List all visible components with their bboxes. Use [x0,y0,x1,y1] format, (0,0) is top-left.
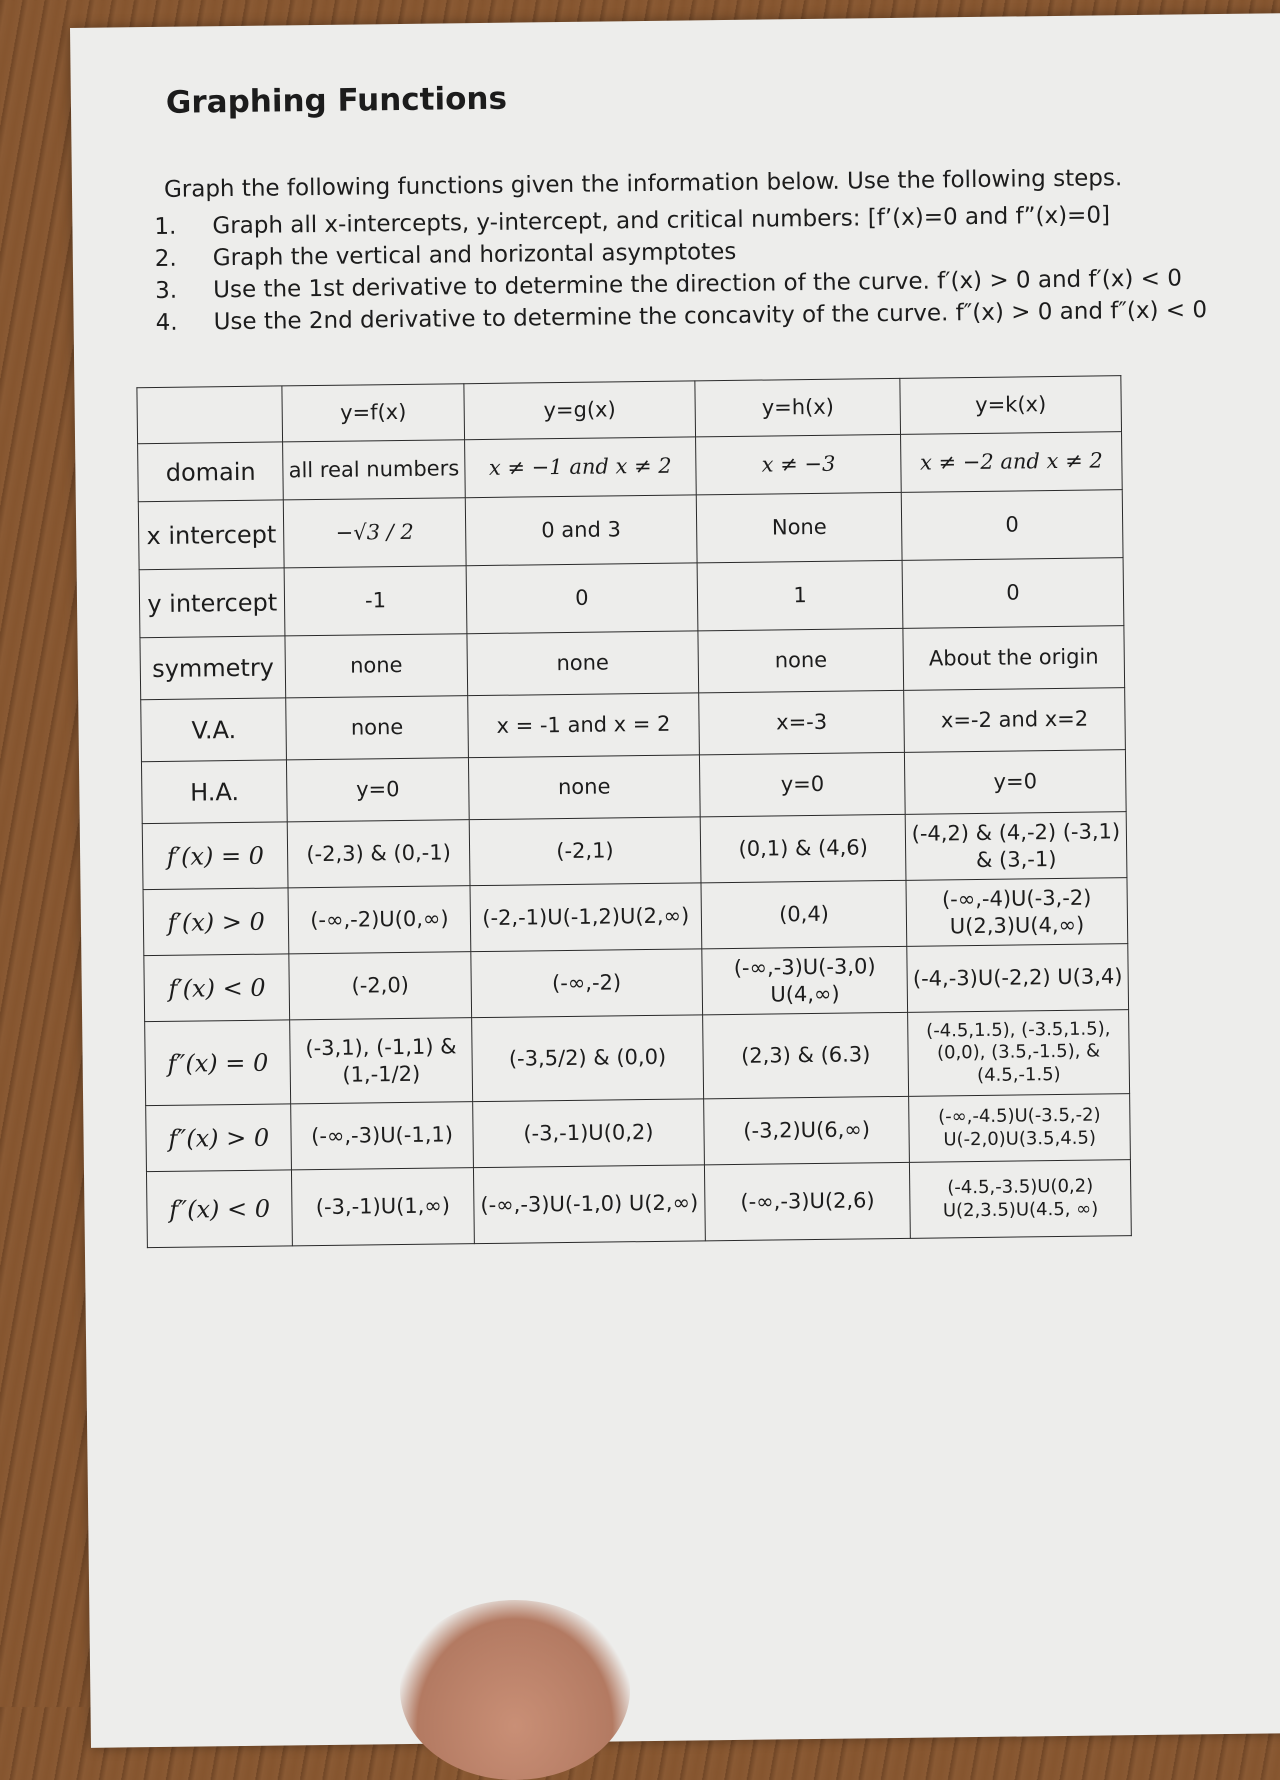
table-row [145,1010,1130,1106]
table-cell: (-3,-1)U(0,2) [472,1099,705,1168]
table-cell: y=0 [287,758,469,822]
table-cell: (-3,2)U(6,∞) [704,1096,910,1164]
table-cell: −√3 / 2 [284,498,466,568]
table-cell: (-4,-3)U(-2,2) U(3,4) [907,944,1129,1013]
table-cell: (-4.5,1.5), (-3.5,1.5), (0,0), (3.5,-1.5), & (4.5,-1.5) [908,1010,1130,1097]
step-text: Graph the vertical and horizontal asymptotes [212,238,737,272]
table-cell: x ≠ −1 and x ≠ 2 [464,437,696,498]
step-text: Use the 2nd derivative to determine the concavity of the curve. f″(x) > 0 and f″(x) < 0 [213,297,1208,336]
table-cell: (-2,-1)U(-1,2)U(2,∞) [470,883,703,952]
step-text: Graph all x-intercepts, y-intercept, and critical numbers: [f’(x)=0 and f”(x)=0] [212,202,1111,240]
row-label: y intercept [139,568,285,638]
table-cell: (-2,3) & (0,-1) [288,820,470,888]
table-cell: y=0 [904,750,1126,815]
table-row [138,490,1123,570]
table-cell: none [286,696,468,760]
row-label: f′(x) = 0 [142,822,288,890]
table-cell: x=-3 [699,690,905,754]
row-label: f′(x) > 0 [143,888,289,956]
table-cell: none [468,755,700,820]
table-cell: x ≠ −3 [696,434,901,494]
header-cell-f: y=f(x) [282,384,464,442]
table-row [143,878,1128,956]
step-text: Use the 1st derivative to determine the direction of the curve. f′(x) > 0 and f′(x) < 0 [213,265,1183,304]
table-cell: 1 [697,560,903,630]
row-label: V.A. [141,698,287,762]
table-cell: none [466,631,698,696]
table-cell: y=0 [700,752,906,816]
row-label: domain [138,442,284,502]
function-info-table [136,375,1131,1248]
table-row [142,812,1127,890]
table-cell: -1 [285,566,467,636]
page-title: Graphing Functions [165,80,508,121]
table-cell: (-∞,-2) [470,949,703,1018]
row-label: H.A. [141,760,287,824]
table-row [146,1160,1131,1248]
table-row [139,558,1124,638]
header-cell-g: y=g(x) [463,381,695,440]
table-cell: 0 and 3 [465,495,698,566]
table-cell: x ≠ −2 and x ≠ 2 [901,432,1123,493]
header-cell-k: y=k(x) [900,376,1122,435]
step-number: 2. [154,245,177,272]
intro-text: Graph the following functions given the information below. Use the following steps. [163,165,1123,203]
table-cell: none [285,634,467,698]
steps-list [154,197,1265,339]
table-cell: About the origin [903,626,1125,691]
table-cell: (-3,5/2) & (0,0) [471,1015,704,1102]
table-row [144,944,1129,1022]
table-cell: (-∞,-3)U(2,6) [705,1162,911,1240]
row-label: f″(x) = 0 [145,1020,291,1106]
table-cell: (-2,1) [469,817,702,886]
table-cell: (-∞,-4)U(-3,-2) U(2,3)U(4,∞) [906,878,1128,947]
table-cell: (-2,0) [289,952,471,1020]
row-label: f″(x) < 0 [146,1170,292,1248]
table-cell: (2,3) & (6.3) [703,1012,909,1098]
header-cell-empty [137,386,283,444]
table-cell: (0,4) [701,880,907,948]
table-cell: (-∞,-4.5)U(-3.5,-2) U(-2,0)U(3.5,4.5) [909,1094,1131,1163]
table-cell: (-∞,-3)U(-1,1) [291,1102,473,1170]
step-number: 1. [154,213,177,240]
row-label: f′(x) < 0 [144,954,290,1022]
table-cell: None [697,492,903,562]
table-cell: (-∞,-3)U(-1,0) U(2,∞) [473,1165,706,1244]
table-cell: 0 [902,558,1124,629]
table-cell: (-3,1), (-1,1) & (1,-1/2) [290,1018,472,1104]
table-cell: x = -1 and x = 2 [467,693,699,758]
table-cell: all real numbers [283,440,465,500]
worksheet-paper [70,13,1280,1748]
row-label: symmetry [140,636,286,700]
table-cell: (-3,-1)U(1,∞) [292,1168,474,1246]
table-cell: 0 [466,563,699,634]
step-number: 3. [155,277,178,304]
fingertip-photo-detail [400,1600,630,1780]
table-cell: none [698,628,904,692]
table-cell: (-∞,-3)U(-3,0) U(4,∞) [702,946,908,1014]
header-cell-h: y=h(x) [695,378,900,436]
row-label: x intercept [138,500,284,570]
table-cell: (-4.5,-3.5)U(0,2) U(2,3.5)U(4.5, ∞) [909,1160,1131,1239]
row-label: f″(x) > 0 [146,1104,292,1172]
table-cell: (-4,2) & (4,-2) (-3,1) & (3,-1) [905,812,1127,881]
table-cell: (0,1) & (4,6) [700,814,906,882]
step-number: 4. [155,309,178,336]
table-row [146,1094,1131,1172]
table-cell: (-∞,-2)U(0,∞) [289,886,471,954]
table-cell: 0 [901,490,1123,561]
table-cell: x=-2 and x=2 [904,688,1126,753]
